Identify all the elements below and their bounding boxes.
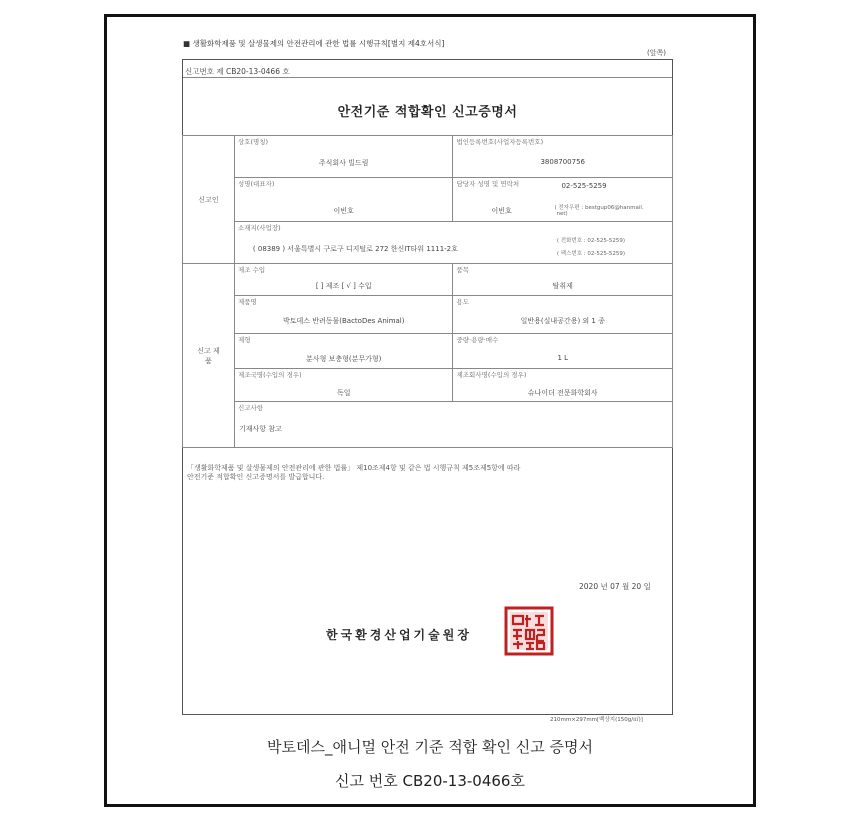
address-label: 소재지(사업장) — [237, 224, 281, 232]
issuer-name: 한국환경산업기술원장 — [326, 628, 472, 642]
email-line1: ( 전자우편 : bestgup06@hanmail. — [554, 205, 644, 211]
form-value: 분사형 보충형(분무가형) — [306, 355, 382, 363]
capacity-label: 중량·용량·매수 — [456, 336, 499, 344]
capacity-value: 1 L — [557, 354, 569, 362]
country-label: 제조국명(수입의 경우) — [237, 371, 302, 379]
maker-label: 제조회사명(수입의 경우) — [456, 371, 527, 379]
product-name-cell — [234, 296, 453, 334]
document-title: 안전기준 적합확인 신고증명서 — [337, 105, 518, 120]
product-name-label: 제품명 — [237, 298, 257, 306]
representative-value: 이빈호 — [333, 207, 354, 215]
email-line2: net) — [556, 211, 568, 217]
contact-name: 이빈호 — [491, 207, 512, 215]
representative-cell — [234, 178, 453, 222]
reg-number-cell — [453, 136, 673, 178]
type-label: 제조 수입 — [237, 266, 266, 274]
certificate-document — [182, 59, 673, 715]
paper-size-note: 210mm×297mm[백상지(150g/㎡)] — [550, 717, 643, 723]
country-value: 독일 — [336, 389, 351, 397]
use-label: 용도 — [456, 298, 470, 306]
reg-number-value: 3808700756 — [540, 158, 585, 166]
company-value: 주식회사 빌드림 — [318, 159, 369, 167]
report-number: 신고번호 제 CB20-13-0466 호 — [185, 67, 290, 76]
use-cell — [453, 296, 673, 334]
product-table — [182, 263, 673, 448]
notes-cell — [234, 402, 672, 448]
applicant-table — [182, 135, 673, 264]
country-cell — [234, 369, 453, 402]
address-value: ( 08389 ) 서울특별시 구로구 디지털로 272 한신IT타워 1111-2호 — [252, 245, 458, 253]
issue-date: 2020 년 07 월 20 일 — [579, 582, 651, 591]
category-label: 품목 — [456, 266, 470, 274]
maker-value: 슈나이더 전문화학회사 — [527, 389, 598, 397]
product-section-label: 신고 제품 — [183, 264, 235, 448]
contact-cell — [453, 178, 673, 222]
applicant-section-label: 신고인 — [183, 136, 235, 264]
company-label: 상호(명칭) — [237, 138, 269, 146]
form-cell — [234, 334, 453, 369]
maker-cell — [453, 369, 673, 402]
declaration-line-1: 「생활화학제품 및 살생물제의 안전관리에 관한 법률」 제10조제4항 및 같은 법 시행규칙 제5조제5항에 따라 — [187, 464, 521, 472]
fax-number: ( 팩스번호 : 02-525-5259) — [556, 251, 626, 257]
product-name-value: 박토데스 반려동물(BactoDes Animal) — [282, 317, 405, 325]
use-value: 일반용(실내공간용) 외 1 종 — [520, 317, 605, 325]
reg-number-label: 법인등록번호(사업자등록번호) — [456, 138, 544, 146]
capacity-cell — [453, 334, 673, 369]
caption-line-1: 박토데스_애니멀 안전 기준 적합 확인 신고 증명서 — [267, 738, 593, 756]
contact-label: 담당자 성명 및 연락처 — [456, 180, 520, 188]
declaration — [187, 464, 657, 482]
declaration-line-2: 안전기준 적합확인 신고증명서를 발급합니다. — [187, 473, 325, 481]
type-cell — [234, 264, 453, 296]
front-page-mark: (앞쪽) — [647, 49, 666, 57]
title-row — [183, 77, 672, 136]
tel-number: ( 전화번호 : 02-525-5259) — [556, 238, 626, 244]
form-label: 제형 — [237, 336, 251, 344]
official-seal-icon — [504, 606, 554, 656]
notes-value: 기재사항 참고 — [238, 425, 282, 433]
category-cell — [453, 264, 673, 296]
contact-phone: 02-525-5259 — [561, 182, 607, 190]
law-reference: ■ 생활화학제품 및 살생물제의 안전관리에 관한 법률 시행규칙[별지 제4호서식] — [183, 39, 445, 48]
caption-line-2: 신고 번호 CB20-13-0466호 — [335, 772, 525, 790]
type-value: [ ] 제조 [ √ ] 수입 — [315, 282, 372, 290]
notes-label: 신고사항 — [237, 404, 264, 412]
address-cell — [234, 222, 672, 264]
representative-label: 성명(대표자) — [237, 180, 275, 188]
company-cell — [234, 136, 453, 178]
category-value: 탈취제 — [552, 282, 573, 290]
